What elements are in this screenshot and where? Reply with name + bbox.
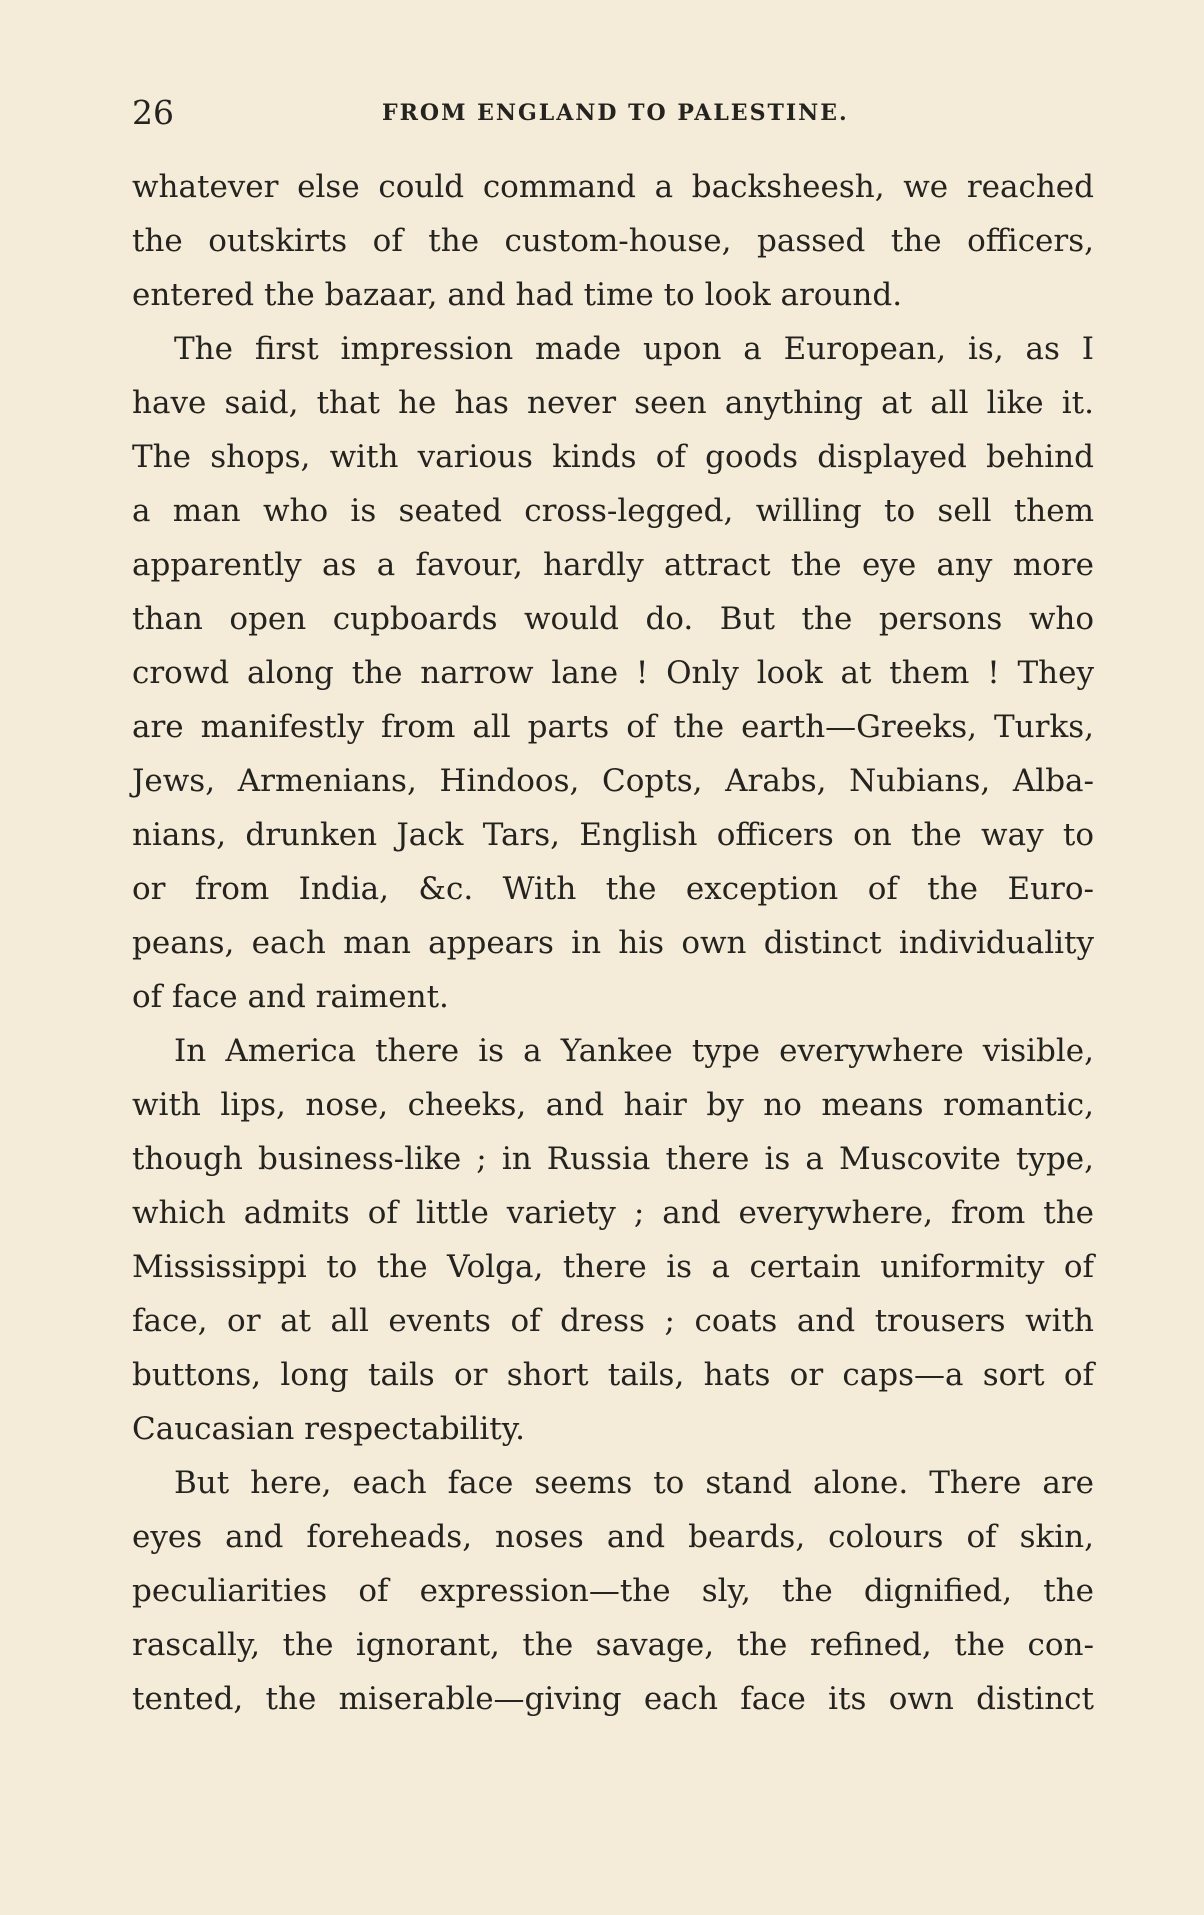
text-line: are manifestly from all parts of the earth—Greeks, Turks, (132, 709, 1094, 745)
page-header (132, 88, 1094, 138)
body-text (132, 160, 1094, 1726)
text-line: But here, each face seems to stand alone. There are (174, 1465, 1094, 1501)
running-title: FROM ENGLAND TO PALESTINE. (382, 100, 849, 126)
page-number: 26 (132, 93, 174, 132)
text-line: eyes and foreheads, noses and beards, colours of skin, (132, 1519, 1094, 1555)
text-line: Caucasian respectability. (132, 1411, 525, 1447)
text-line: of face and raiment. (132, 979, 449, 1015)
text-line: have said, that he has never seen anything at all like it. (132, 385, 1094, 421)
text-line: peculiarities of expression—the sly, the dignified, the (132, 1573, 1094, 1609)
text-line: apparently as a favour, hardly attract the eye any more (132, 547, 1094, 583)
text-line: buttons, long tails or short tails, hats or caps—a sort of (132, 1357, 1094, 1393)
text-line: nians, drunken Jack Tars, English officers on the way to (132, 817, 1094, 853)
text-line: peans, each man appears in his own distinct individuality (132, 925, 1094, 961)
text-line: with lips, nose, cheeks, and hair by no means romantic, (132, 1087, 1094, 1123)
text-line: or from India, &c. With the exception of the Euro- (132, 871, 1094, 907)
text-line: In America there is a Yankee type everywhere visible, (174, 1033, 1094, 1069)
text-line: though business-like ; in Russia there is a Muscovite type, (132, 1141, 1094, 1177)
text-line: whatever else could command a backsheesh, we reached (132, 169, 1094, 205)
text-line: Mississippi to the Volga, there is a certain uniformity of (132, 1249, 1094, 1285)
text-line: rascally, the ignorant, the savage, the refined, the con- (132, 1627, 1094, 1663)
text-line: Jews, Armenians, Hindoos, Copts, Arabs, Nubians, Alba- (132, 763, 1094, 799)
text-line: The first impression made upon a European, is, as I (174, 331, 1094, 367)
text-line: tented, the miserable—giving each face its own distinct (132, 1681, 1094, 1717)
text-line: a man who is seated cross-legged, willing to sell them (132, 493, 1094, 529)
text-line: The shops, with various kinds of goods displayed behind (132, 439, 1094, 475)
text-line: than open cupboards would do. But the persons who (132, 601, 1094, 637)
text-line: crowd along the narrow lane ! Only look at them ! They (132, 655, 1094, 691)
text-line: which admits of little variety ; and everywhere, from the (132, 1195, 1094, 1231)
text-line: the outskirts of the custom-house, passed the officers, (132, 223, 1094, 259)
text-line: entered the bazaar, and had time to look around. (132, 277, 903, 313)
text-line: face, or at all events of dress ; coats and trousers with (132, 1303, 1094, 1339)
